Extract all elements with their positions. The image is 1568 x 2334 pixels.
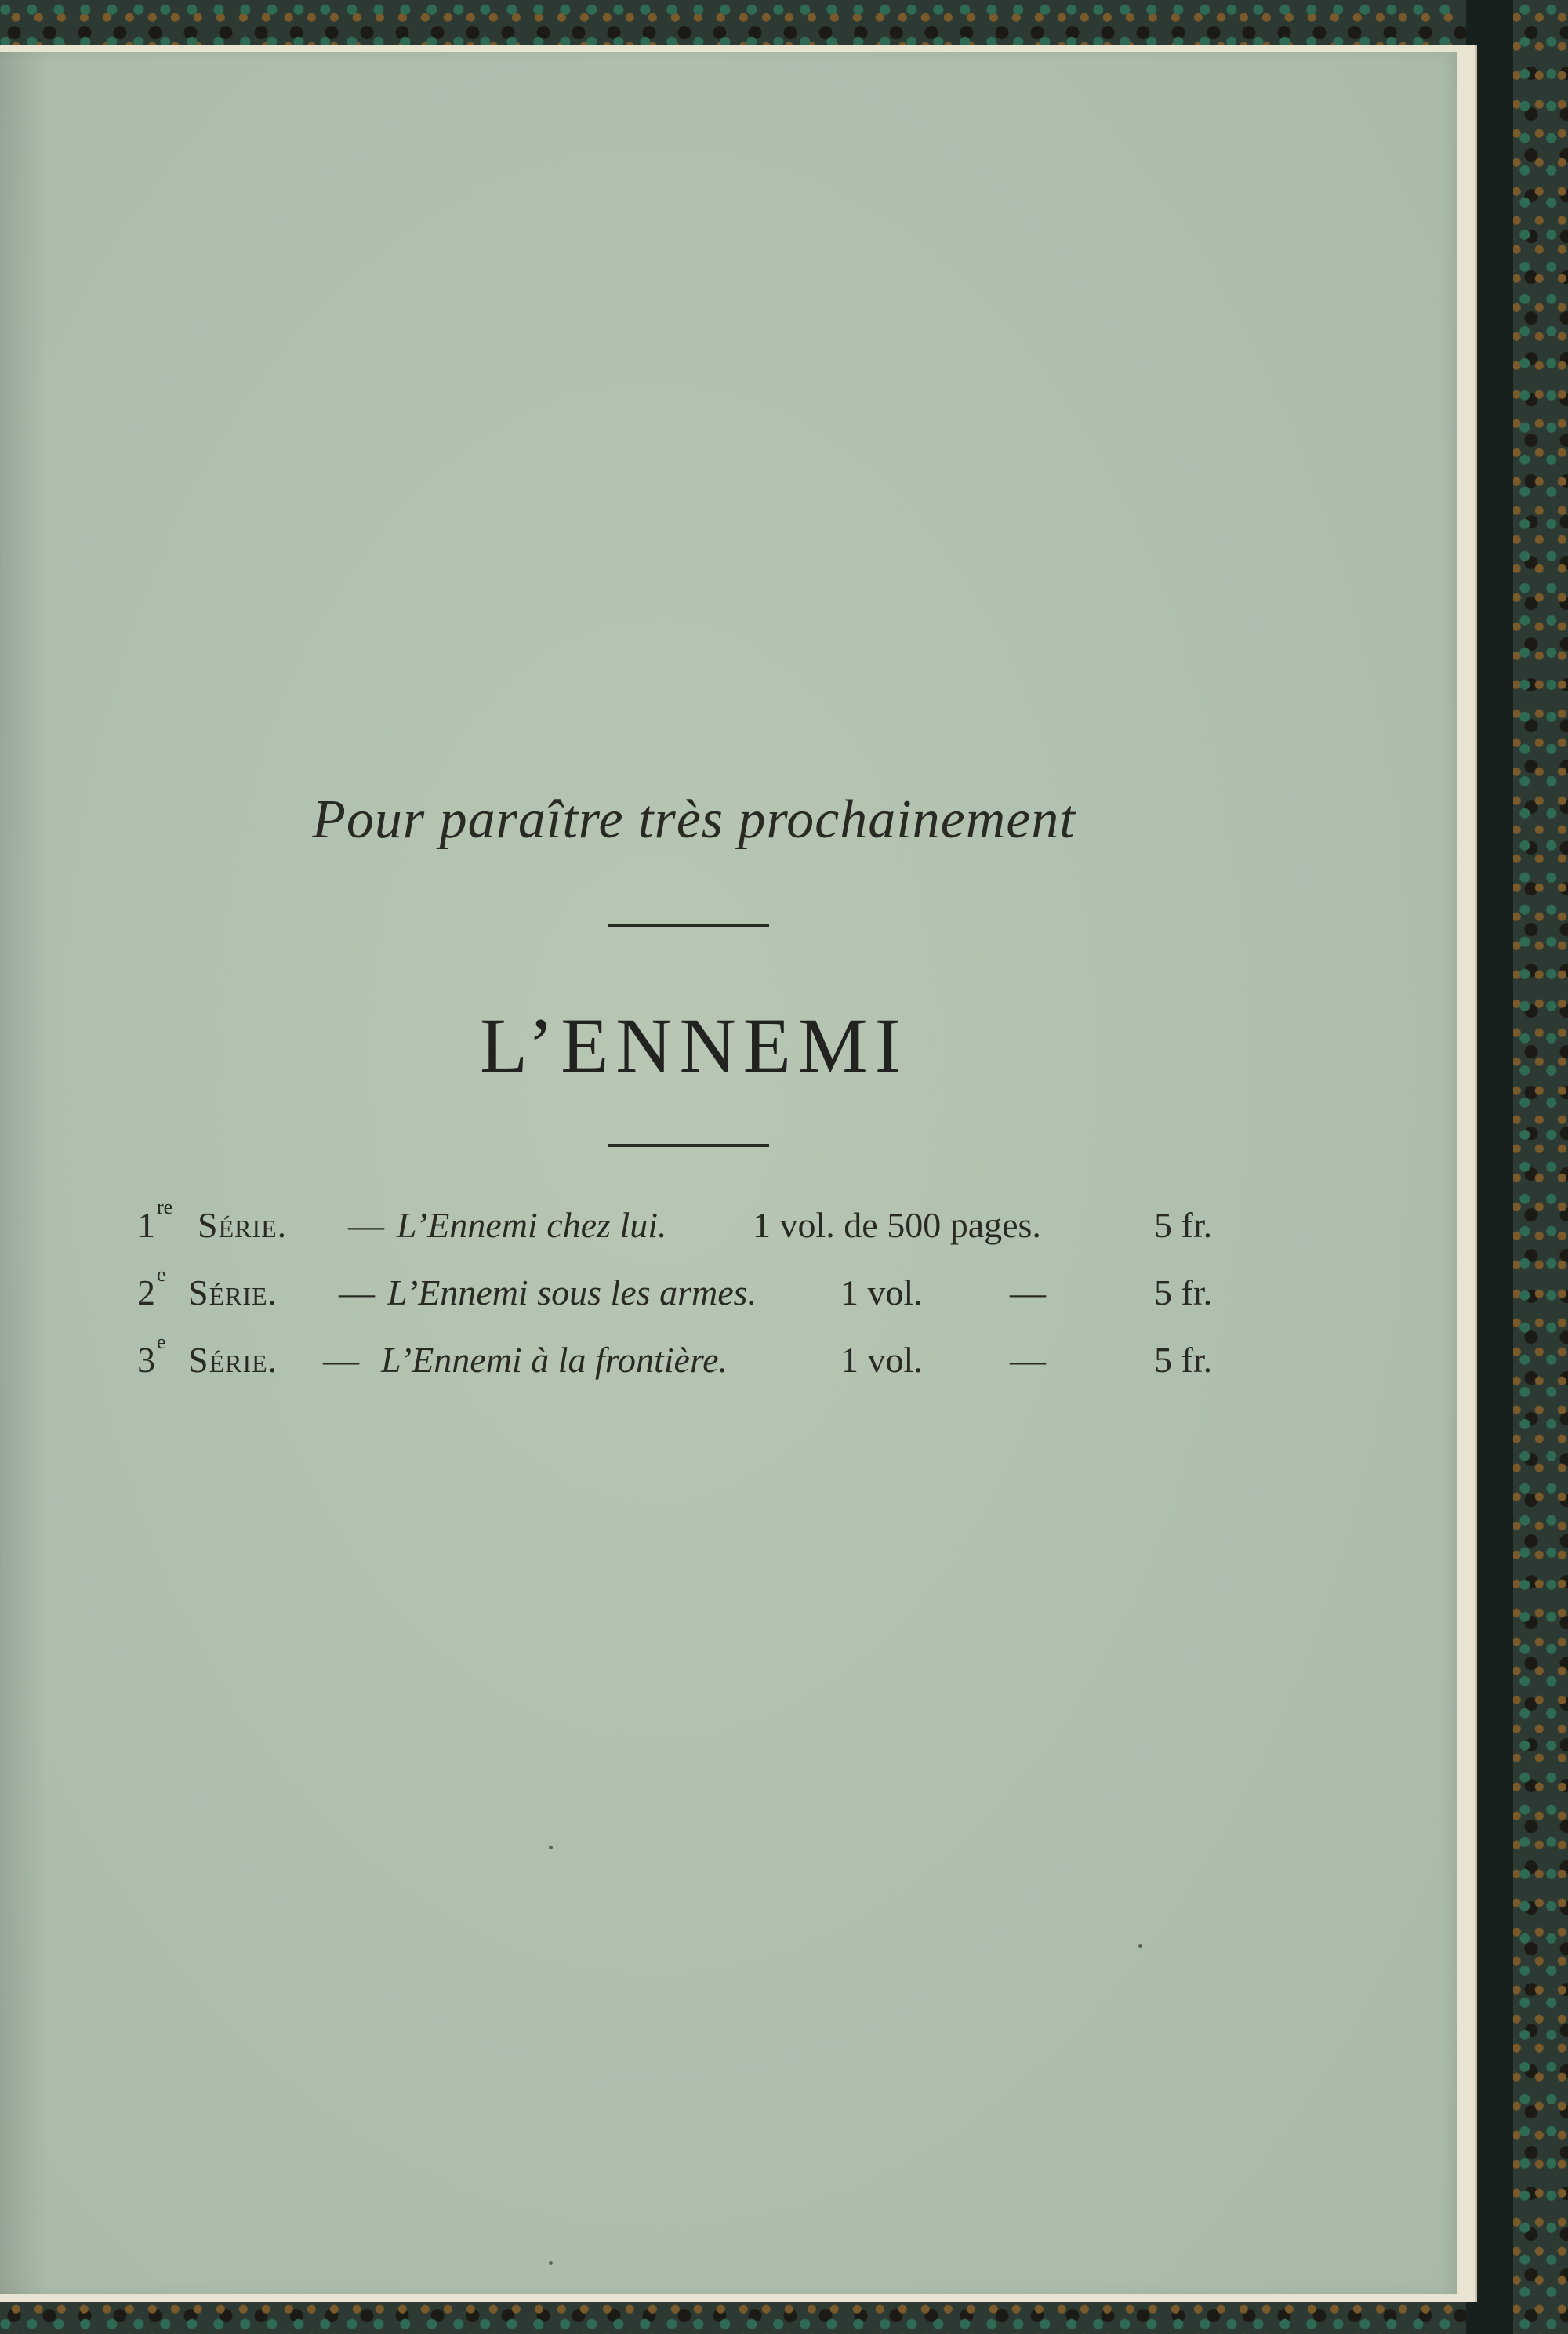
series-label: Série.	[198, 1205, 288, 1245]
series-ordinal: e	[157, 1330, 166, 1353]
divider-rule-bottom	[608, 1144, 769, 1147]
series-label: Série.	[188, 1340, 278, 1380]
series-row	[0, 1330, 1457, 1402]
series-work-title: L’Ennemi à la frontière.	[381, 1340, 728, 1380]
series-volume: 1 vol.	[840, 1340, 923, 1380]
announcement: Pour paraître très prochainement	[312, 789, 1076, 850]
paper-speck	[1138, 1944, 1142, 1948]
series-ordinal: e	[157, 1262, 166, 1286]
series-price: 5 fr.	[1154, 1205, 1213, 1245]
series-number-digit: 3	[137, 1340, 155, 1380]
series-dash: —	[339, 1272, 375, 1312]
series-volume: 1 vol. de 500 pages.	[753, 1205, 1041, 1245]
series-row	[0, 1262, 1457, 1334]
series-ordinal: re	[157, 1195, 173, 1218]
series-price: 5 fr.	[1154, 1340, 1213, 1380]
series-row	[0, 1195, 1457, 1267]
series-volume: 1 vol.	[840, 1272, 923, 1312]
paper-speck	[549, 2261, 553, 2265]
paper-speck	[549, 1846, 553, 1849]
divider-rule-top	[608, 924, 769, 927]
series-label: Série.	[188, 1272, 278, 1312]
series-number-digit: 2	[137, 1272, 155, 1312]
series-price: 5 fr.	[1154, 1272, 1213, 1312]
series-number	[137, 1262, 166, 1313]
series-volume-dash: —	[1010, 1272, 1046, 1312]
series-dash: —	[323, 1340, 359, 1380]
series-number	[137, 1195, 173, 1246]
series-dash: —	[348, 1205, 384, 1245]
series-work-title: L’Ennemi chez lui.	[397, 1205, 667, 1245]
series-number-digit: 1	[137, 1205, 155, 1245]
page-title: L’ENNEMI	[479, 1002, 909, 1089]
book-page	[0, 52, 1457, 2294]
series-volume-dash: —	[1010, 1340, 1046, 1380]
series-work-title: L’Ennemi sous les armes.	[387, 1272, 757, 1312]
series-number	[137, 1330, 166, 1381]
